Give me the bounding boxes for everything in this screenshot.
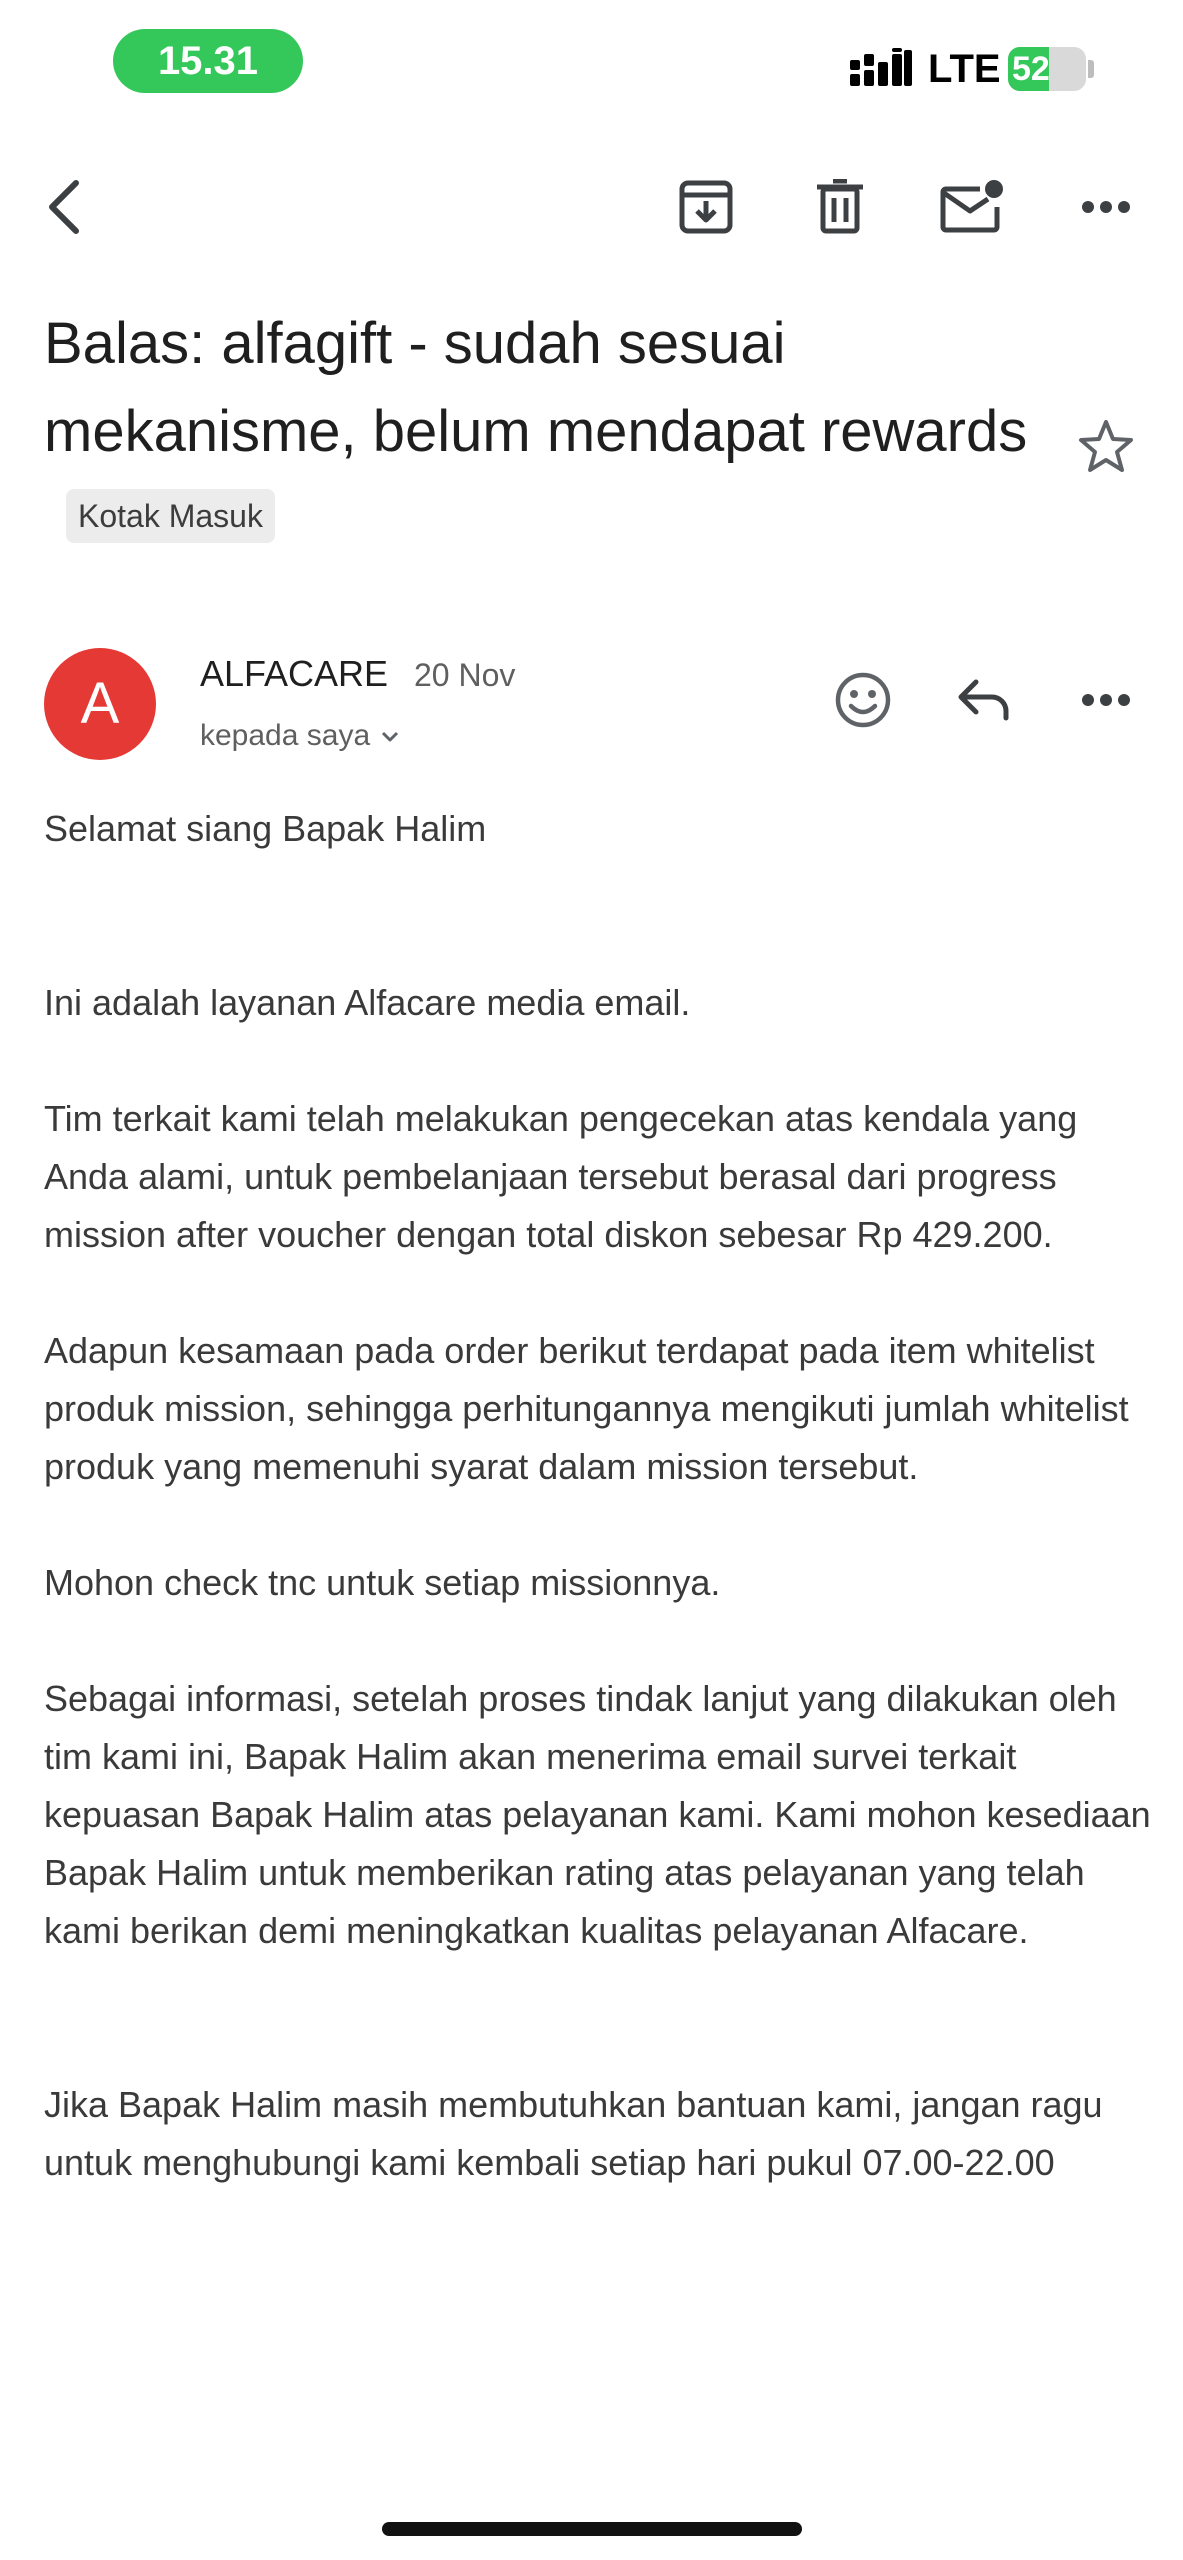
body-paragraph-2: Tim terkait kami telah melakukan pengecekan atas kendala yang Anda alami, untuk pembelanjaan tersebut berasal dari progress mission after voucher dengan total diskon sebesar Rp 429.200.: [44, 1098, 1078, 1255]
avatar[interactable]: A: [44, 648, 156, 760]
emoji-smile-icon: [834, 671, 892, 729]
trash-icon: [815, 179, 865, 235]
chevron-down-icon: [380, 730, 400, 744]
sender-row: [0, 640, 1183, 770]
recipient-details-toggle[interactable]: [200, 714, 400, 758]
subject-text: Balas: alfagift - sudah sesuai mekanisme, belum mendapat rewards: [44, 311, 1028, 464]
network-type: LTE: [928, 47, 1001, 91]
star-button[interactable]: [1066, 406, 1146, 486]
sent-date: 20 Nov: [414, 657, 516, 693]
body-paragraph-1: Ini adalah layanan Alfacare media email.: [44, 982, 691, 1023]
battery-indicator: [1008, 47, 1086, 91]
body-paragraph-5: Sebagai informasi, setelah proses tindak lanjut yang dilakukan oleh tim kami ini, Bapak Halim akan menerima email survei terkait kepuasan Bapak Halim atas pelayanan kami. Kami mohon kesediaan Bapak Halim untuk memberikan rating atas pelayanan yang telah kami berikan demi meningkatkan kualitas pelayanan Alfacare.: [44, 1678, 1151, 1951]
toolbar-more-button[interactable]: [1066, 167, 1146, 247]
battery-tip: [1088, 60, 1094, 78]
email-toolbar: [0, 150, 1183, 265]
message-more-button[interactable]: [1066, 660, 1146, 740]
status-bar: [0, 0, 1183, 120]
mark-unread-button[interactable]: [932, 167, 1012, 247]
mail-unread-icon: [940, 179, 1004, 235]
back-button[interactable]: [24, 167, 104, 247]
recipient-text: kepada saya: [200, 719, 371, 752]
add-reaction-button[interactable]: [823, 660, 903, 740]
star-outline-icon: [1078, 419, 1134, 473]
battery-percent: 52: [1012, 50, 1050, 88]
archive-button[interactable]: [666, 167, 746, 247]
chevron-left-icon: [42, 177, 86, 237]
email-body: [44, 800, 1154, 2192]
reply-button[interactable]: [944, 660, 1024, 740]
label-chip-inbox[interactable]: Kotak Masuk: [66, 489, 275, 543]
email-subject: [44, 300, 1044, 564]
archive-icon: [678, 179, 734, 235]
body-paragraph-4: Mohon check tnc untuk setiap missionnya.: [44, 1562, 721, 1603]
status-time: 15.31: [113, 29, 303, 93]
body-paragraph-3: Adapun kesamaan pada order berikut terdapat pada item whitelist produk mission, sehingga perhitungannya mengikuti jumlah whitelist produk yang memenuhi syarat dalam mission tersebut.: [44, 1330, 1129, 1487]
more-horizontal-icon: [1081, 693, 1131, 707]
body-greeting: Selamat siang Bapak Halim: [44, 808, 487, 849]
reply-icon: [956, 678, 1012, 722]
delete-button[interactable]: [800, 167, 880, 247]
signal-strength-icon: [850, 48, 912, 90]
sender-name[interactable]: ALFACARE: [200, 653, 389, 694]
home-indicator[interactable]: [382, 2522, 802, 2536]
more-horizontal-icon: [1081, 200, 1131, 214]
body-paragraph-6: Jika Bapak Halim masih membutuhkan bantuan kami, jangan ragu untuk menghubungi kami kembali setiap hari pukul 07.00-22.00: [44, 2084, 1103, 2183]
